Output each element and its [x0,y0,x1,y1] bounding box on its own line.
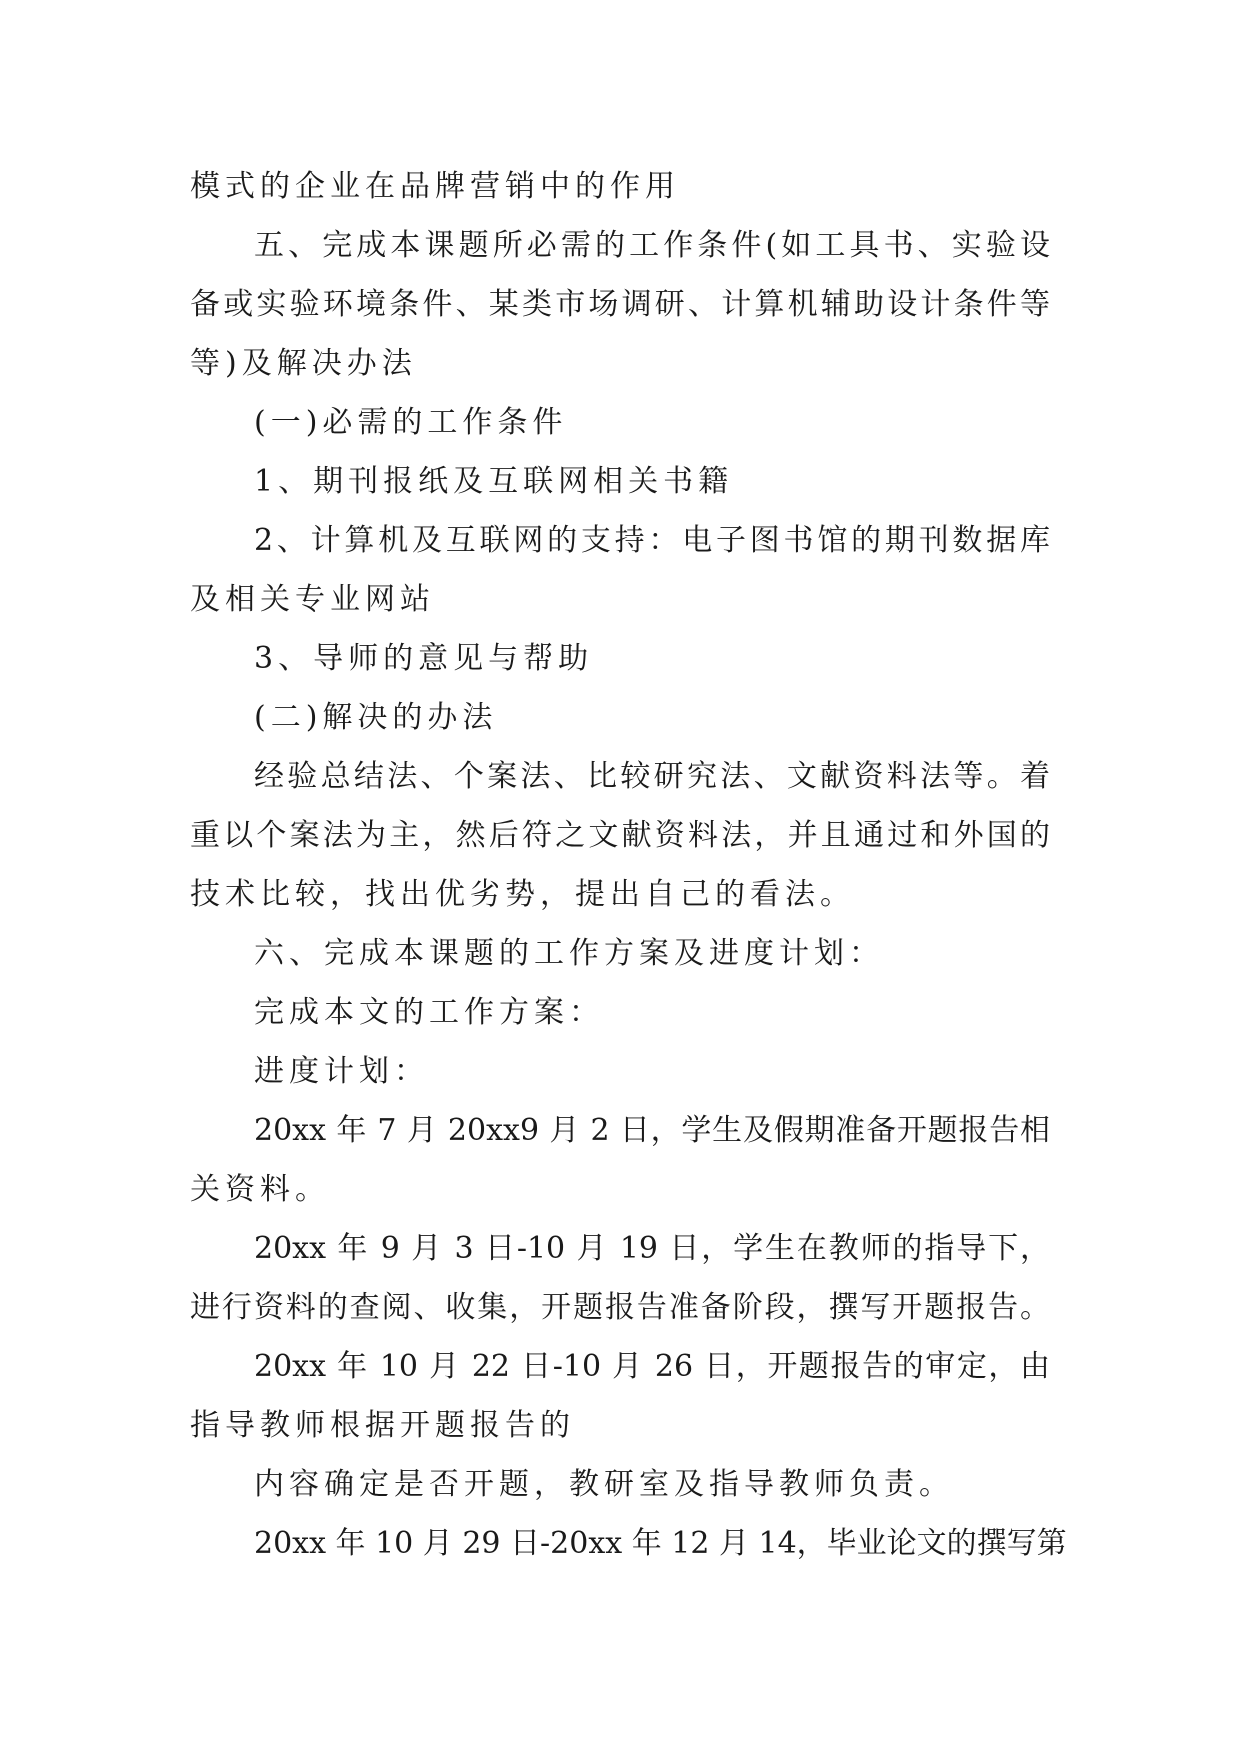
text-line: 20xx 年 10 月 22 日-10 月 26 日，开题报告的审定，由 [254,1349,1050,1384]
text-line: (一)必需的工作条件 [254,405,568,440]
text-line: 20xx 年 10 月 29 日-20xx 年 12 月 14，毕业论文的撰写第 [254,1526,1067,1561]
text-line: 重以个案法为主，然后符之文献资料法，并且通过和外国的 [190,818,1050,853]
text-line: 完成本文的工作方案： [254,995,604,1030]
text-line: 进行资料的查阅、收集，开题报告准备阶段，撰写开题报告。 [190,1290,1050,1325]
text-line: 指导教师根据开题报告的 [190,1408,575,1443]
text-line: 内容确定是否开题，教研室及指导教师负责。 [254,1467,954,1502]
text-line: 模式的企业在品牌营销中的作用 [190,169,680,204]
text-line: 等)及解决办法 [190,346,417,381]
text-line: 五、完成本课题所必需的工作条件(如工具书、实验设 [254,228,1050,263]
text-line: (二)解决的办法 [254,700,498,735]
text-line: 技术比较，找出优劣势，提出自己的看法。 [190,877,855,912]
text-line: 及相关专业网站 [190,582,435,617]
text-line: 进度计划： [254,1054,429,1089]
text-line: 关资料。 [190,1172,330,1207]
text-line: 2、计算机及互联网的支持：电子图书馆的期刊数据库 [254,523,1050,558]
text-line: 20xx 年 9 月 3 日-10 月 19 日，学生在教师的指导下， [254,1231,1050,1266]
text-line: 六、完成本课题的工作方案及进度计划： [254,936,884,971]
text-line: 3、导师的意见与帮助 [254,641,594,676]
text-line: 备或实验环境条件、某类市场调研、计算机辅助设计条件等 [190,287,1050,322]
text-line: 1、期刊报纸及互联网相关书籍 [254,464,734,499]
text-line: 20xx 年 7 月 20xx9 月 2 日，学生及假期准备开题报告相 [254,1113,1050,1148]
document-body [190,157,1067,1573]
text-line: 经验总结法、个案法、比较研究法、文献资料法等。着 [254,759,1050,794]
